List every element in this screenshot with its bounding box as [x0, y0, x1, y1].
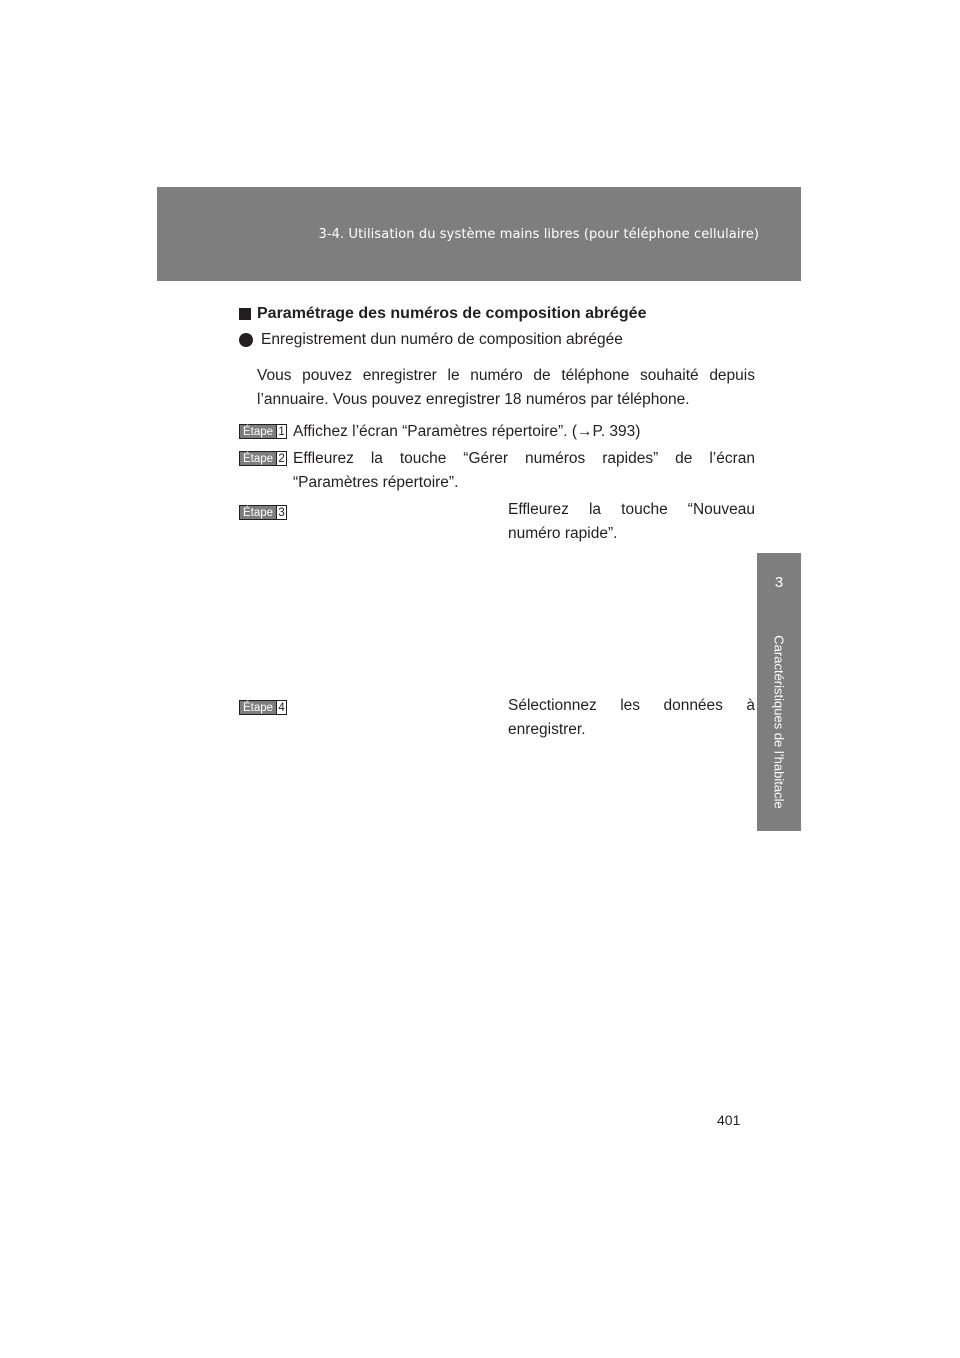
step-number: 3 — [276, 506, 286, 519]
page-number: 401 — [717, 1112, 741, 1128]
step-label: Étape — [240, 452, 276, 465]
round-bullet-icon — [239, 333, 253, 347]
section-heading — [239, 305, 646, 323]
step-text: Effleurez la touche “Gérer numéros rapides” de l’écran “Paramètres répertoire”. — [293, 450, 755, 491]
step-text: Effleurez la touche “Nouveau numéro rapide”. — [508, 501, 755, 542]
step-label: Étape — [240, 701, 276, 714]
step-label: Étape — [240, 425, 276, 438]
step-badge — [239, 505, 287, 520]
section-title: 3-4. Utilisation du système mains libres (pour téléphone cellulaire) — [318, 227, 759, 242]
step-badge — [239, 424, 287, 439]
intro-paragraph: Vous pouvez enregistrer le numéro de téléphone souhaité depuis l’annuaire. Vous pouvez enregistrer 18 numéros par téléphone. — [257, 367, 755, 408]
section-heading-text: Paramétrage des numéros de composition abrégée — [257, 305, 647, 322]
square-bullet-icon — [239, 308, 251, 320]
step-number: 2 — [276, 452, 286, 465]
step-text: Sélectionnez les données à enregistrer. — [508, 697, 755, 738]
subheading — [239, 331, 623, 349]
chapter-label: Caractéristiques de l’habitacle — [771, 635, 787, 809]
subheading-text: Enregistrement dun numéro de composition abrégée — [261, 331, 623, 348]
chapter-number-tab: 3 — [757, 553, 801, 613]
step-number: 4 — [276, 701, 286, 714]
chapter-label-tab — [757, 613, 801, 831]
section-header-bar — [157, 187, 801, 281]
step-label: Étape — [240, 506, 276, 519]
step-badge — [239, 451, 287, 466]
step-text: Affichez l’écran “Paramètres répertoire”. (→P. 393) — [293, 423, 641, 440]
step-badge — [239, 700, 287, 715]
step-number: 1 — [276, 425, 286, 438]
